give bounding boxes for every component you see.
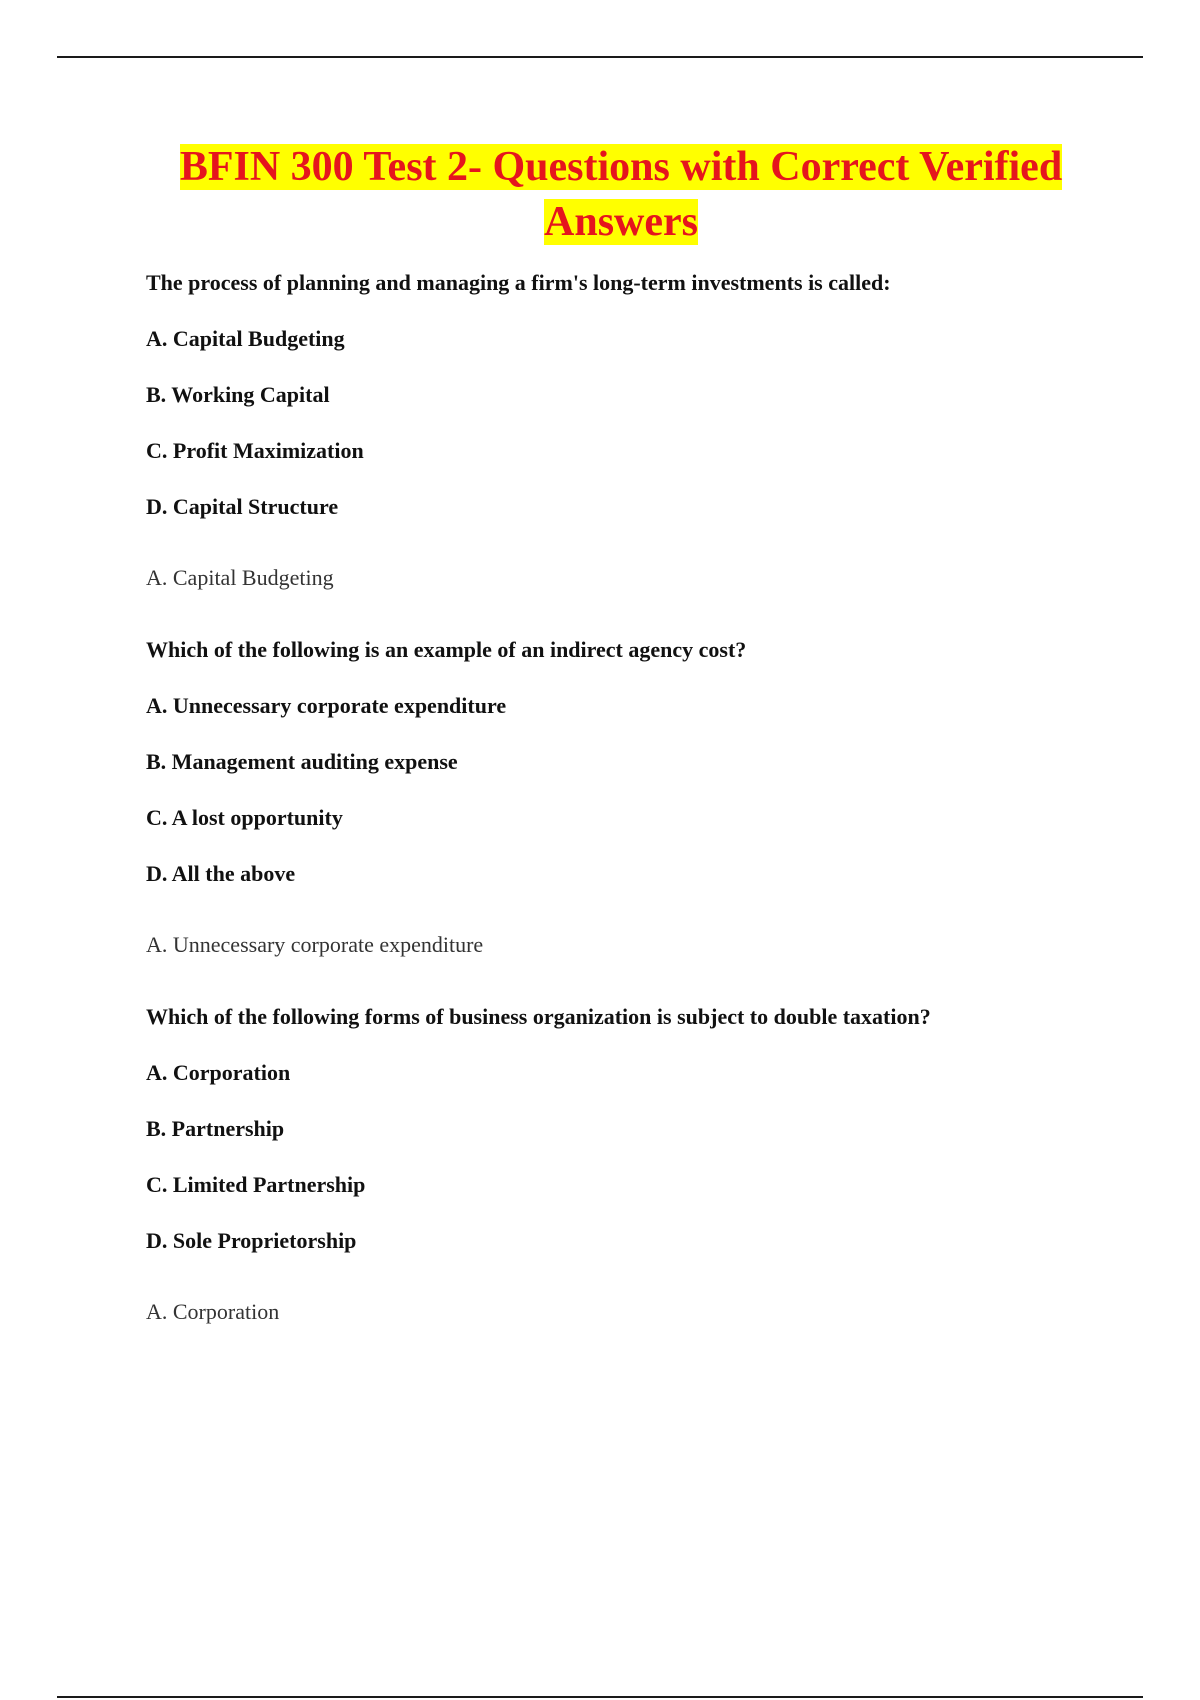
question-block-3 [146,1004,1096,1325]
question-text: Which of the following is an example of an indirect agency cost? [146,637,747,662]
title-line-2: Answers [544,199,698,245]
option-a: A. Corporation [146,1060,291,1085]
option-d: D. All the above [146,861,296,886]
question-text: Which of the following forms of business organization is subject to double taxation? [146,1004,931,1029]
document-title [146,140,1096,250]
option-b: B. Partnership [146,1116,285,1141]
answer-text: A. Capital Budgeting [146,565,334,590]
header-rule [57,56,1143,58]
option-b: B. Management auditing expense [146,749,458,774]
answer-text: A. Corporation [146,1299,280,1324]
question-block-2 [146,637,1096,958]
option-c: C. Limited Partnership [146,1172,366,1197]
footer-rule [57,1696,1143,1698]
option-a: A. Capital Budgeting [146,326,345,351]
option-d: D. Sole Proprietorship [146,1228,357,1253]
option-d: D. Capital Structure [146,494,339,519]
answer-text: A. Unnecessary corporate expenditure [146,932,484,957]
option-c: C. A lost opportunity [146,805,343,830]
option-a: A. Unnecessary corporate expenditure [146,693,507,718]
title-line-1: BFIN 300 Test 2- Questions with Correct Verified [179,144,1063,190]
question-block-1 [146,270,1096,591]
option-b: B. Working Capital [146,382,330,407]
option-c: C. Profit Maximization [146,438,364,463]
question-text: The process of planning and managing a firm's long-term investments is called: [146,270,891,295]
document-body [146,140,1096,1371]
